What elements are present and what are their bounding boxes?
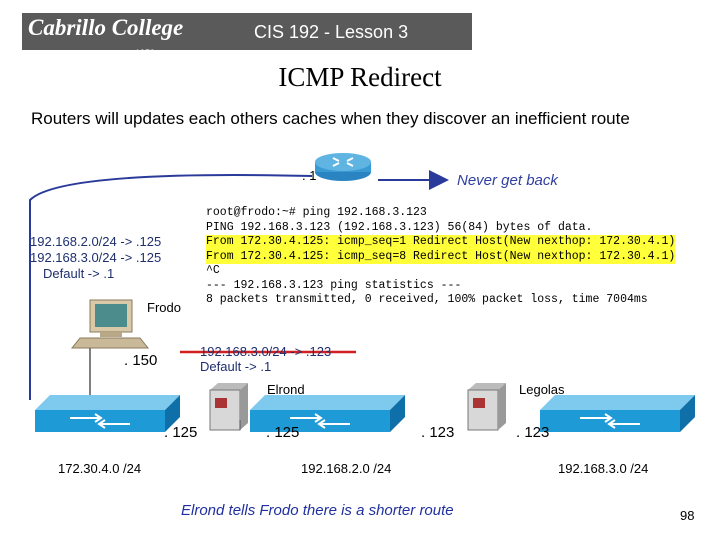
terminal-line: 8 packets transmitted, 0 received, 100% packet loss, time 7004ms [206, 293, 648, 306]
switch-right-icon [540, 395, 695, 432]
terminal-line-highlight: From 172.30.4.125: icmp_seq=8 Redirect Host(New nexthop: 172.30.4.1) [206, 249, 676, 263]
legolas-left-interface: . 123 [421, 424, 455, 441]
elrond-server-icon [210, 383, 248, 430]
elrond-left-interface: . 125 [164, 424, 198, 441]
logo-est: est. 1959 [118, 48, 156, 58]
frodo-route: 192.168.3.0/24 -> .125 [30, 250, 162, 265]
elrond-name: Elrond [267, 382, 305, 397]
elrond-right-interface: . 125 [266, 424, 300, 441]
legolas-right-interface: . 123 [516, 424, 550, 441]
page-number: 98 [680, 508, 695, 523]
terminal-line: root@frodo:~# ping 192.168.3.123 [206, 206, 427, 219]
logo-text: Cabrillo College [28, 15, 184, 40]
legolas-name: Legolas [519, 382, 565, 397]
network-label-3: 192.168.3.0 /24 [558, 461, 649, 476]
slide-caption: Elrond tells Frodo there is a shorter route [181, 502, 454, 519]
course-title: CIS 192 - Lesson 3 [254, 22, 409, 42]
never-get-back-label: Never get back [457, 172, 558, 189]
frodo-name: Frodo [147, 300, 181, 315]
frodo-computer-icon [72, 300, 148, 395]
frodo-route: Default -> .1 [43, 266, 115, 281]
frodo-route: 192.168.2.0/24 -> .125 [30, 234, 162, 249]
elrond-route-struck: 192.168.3.0/24 -> .123 [200, 344, 332, 359]
terminal-line-highlight: From 172.30.4.125: icmp_seq=1 Redirect Host(New nexthop: 172.30.4.1) [206, 235, 676, 248]
terminal-line: PING 192.168.3.123 (192.168.3.123) 56(84) bytes of data. [206, 220, 593, 234]
terminal-line: --- 192.168.3.123 ping statistics --- [206, 278, 462, 292]
network-label-1: 172.30.4.0 /24 [58, 461, 142, 476]
intro-text: Routers will updates each others caches when they discover an inefficient route [31, 109, 630, 128]
frodo-interface: . 150 [124, 352, 158, 369]
switch-left-icon [35, 395, 180, 432]
terminal-output [206, 206, 675, 308]
router-icon [315, 153, 371, 181]
network-label-2: 192.168.2.0 /24 [301, 461, 392, 476]
frodo-route-table [30, 234, 195, 294]
slide-title: ICMP Redirect [278, 62, 442, 92]
router-label: . 1 [302, 168, 317, 183]
terminal-line: ^C [206, 264, 220, 277]
legolas-server-icon [468, 383, 506, 430]
elrond-default-route: Default -> .1 [200, 359, 272, 374]
